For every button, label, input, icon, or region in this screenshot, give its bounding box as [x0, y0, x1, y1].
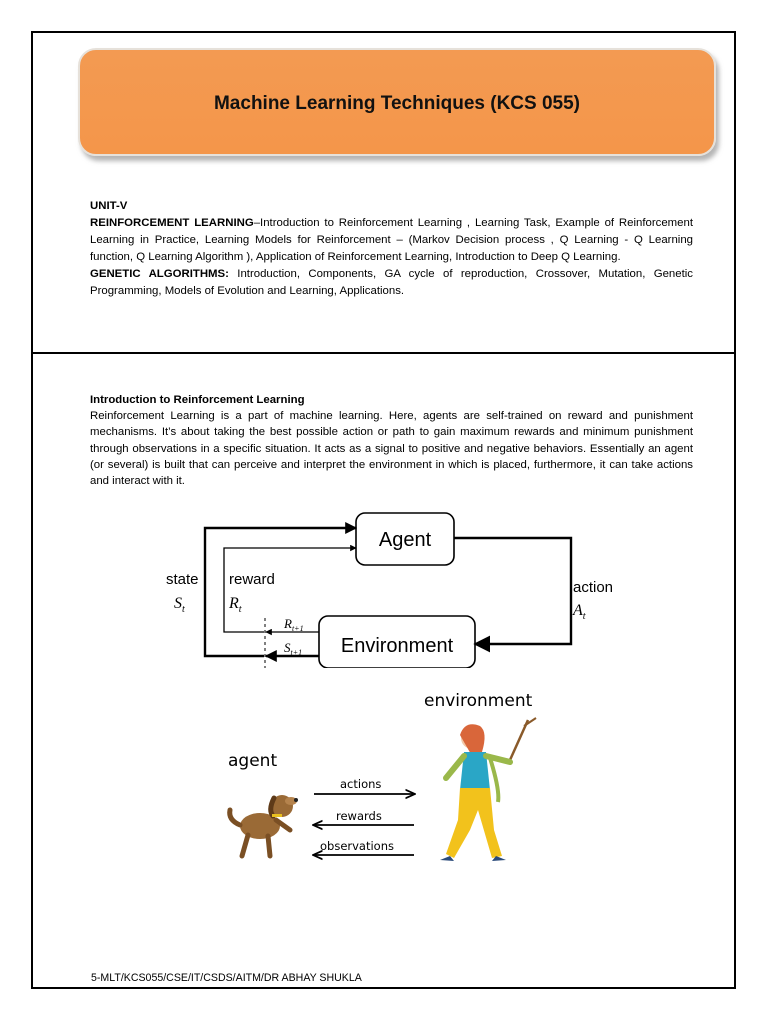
intro-heading: Introduction to Reinforcement Learning — [90, 394, 305, 406]
reward-symbol: $R_t$ — [229, 595, 242, 615]
agent-label: Agent — [378, 529, 432, 551]
rl-label: REINFORCEMENT LEARNING — [90, 217, 254, 229]
ga-syllabus-paragraph — [90, 266, 693, 300]
agent-environment-illustration — [210, 680, 570, 870]
rl-loop-diagram — [160, 508, 620, 668]
action-label: action — [573, 579, 614, 596]
ga-label: GENETIC ALGORITHMS: — [90, 268, 229, 280]
action-symbol: $A_t$ — [573, 602, 586, 622]
ga-topics: Introduction, Components, GA cycle of reproduction, Crossover, Mutation, Genetic Programming, Models of Evolution and Learning, Applications. — [90, 268, 693, 297]
reward-label: reward — [229, 571, 275, 588]
rl-syllabus-paragraph — [90, 215, 693, 266]
intro-body: Reinforcement Learning is a part of machine learning. Here, agents are self-trained on reward and punishment mechanisms. It’s about taking the best possible action or path to gain maximum rewards and minimum punishment through observations in a specific situation. It acts as a signal to positive and negative behaviors. Essentially an agent (or several) is built that can perceive and interpret the environment in which is placed, furthermore, it can take actions and interact with it. — [90, 410, 693, 488]
rl-topics: –Introduction to Reinforcement Learning , Learning Task, Example of Reinforcement Learning in Practice, Learning Models for Reinforcement – (Markov Decision process , Q Learning - Q Learning function, Q Learning Algorithm ), Application of Reinforcement Learning, Introduction to Deep Q Learning. — [90, 217, 693, 263]
footer-rule — [33, 988, 736, 989]
footer-text: 5-MLT/KCS055/CSE/IT/CSDS/AITM/DR ABHAY SHUKLA — [91, 972, 362, 984]
environment-label: Environment — [340, 635, 454, 657]
actions-label: actions — [340, 777, 382, 791]
next-reward-symbol: $R_{t+1}$ — [284, 616, 304, 633]
environment-caption: environment — [424, 691, 533, 711]
rewards-label: rewards — [336, 809, 382, 823]
intro-section — [90, 392, 693, 489]
state-label: state — [166, 571, 199, 588]
next-state-symbol: $S_{t+1}$ — [284, 640, 303, 657]
title-banner — [78, 48, 716, 156]
unit-heading: UNIT-V — [90, 200, 128, 212]
person-icon — [440, 718, 536, 861]
page-title: Machine Learning Techniques (KCS 055) — [213, 93, 580, 114]
agent-caption: agent — [228, 751, 278, 771]
dog-icon — [230, 795, 298, 856]
section-divider — [31, 352, 736, 354]
observations-label: observations — [320, 839, 395, 853]
state-symbol: $S_t$ — [174, 595, 185, 615]
syllabus-block — [90, 198, 693, 300]
